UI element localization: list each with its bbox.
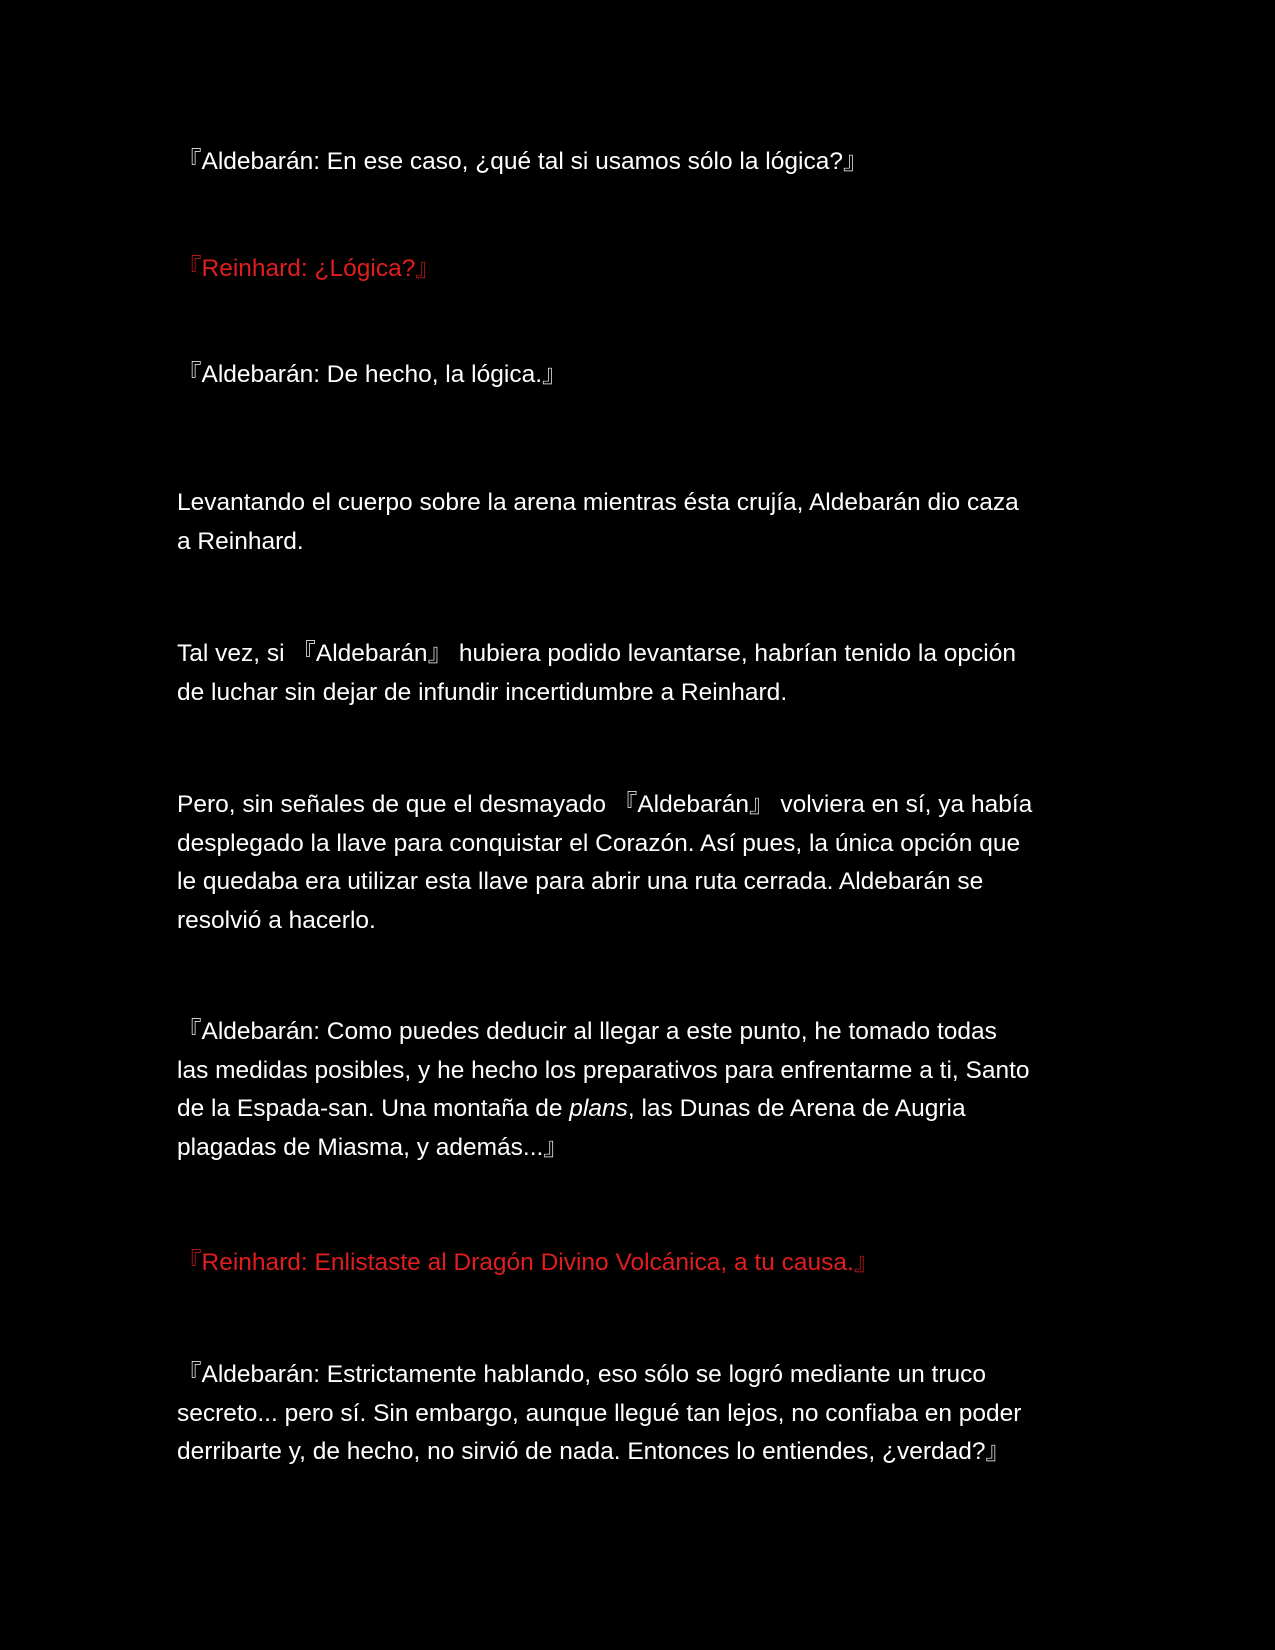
text-line: 『Reinhard: Enlistaste al Dragón Divino Volcánica, a tu causa.』 [177,1249,879,1276]
text-line: de luchar sin dejar de infundir incertidumbre a Reinhard. [177,678,788,706]
narration-paragraph-1 [177,484,1107,561]
text-line: Levantando el cuerpo sobre la arena mientras ésta crujía, Aldebarán dio caza [177,489,1019,516]
text-line: 『Aldebarán: Como puedes deducir al llegar a este punto, he tomado todas [177,1018,997,1045]
dialogue-aldebaran-2 [177,356,1107,395]
text-segment: , las Dunas de Arena de Augria [627,1095,966,1122]
text-line: Tal vez, si 『Aldebarán』 hubiera podido levantarse, habrían tenido la opción [177,640,1016,667]
text-line: le quedaba era utilizar esta llave para abrir una ruta cerrada. Aldebarán se [177,868,984,895]
italic-word: plans [569,1095,628,1122]
text-line: 『Aldebarán: En ese caso, ¿qué tal si usamos sólo la lógica?』 [177,148,868,175]
text-line: resolvió a hacerlo. [177,906,376,934]
narration-paragraph-3 [177,786,1107,940]
text-line: 『Aldebarán: De hecho, la lógica.』 [177,361,567,388]
text-segment: de la Espada-san. Una montaña de [177,1095,570,1122]
dialogue-aldebaran-4 [177,1356,1107,1472]
text-line: desplegado la llave para conquistar el Corazón. Así pues, la única opción que [177,829,1021,857]
text-line: las medidas posibles, y he hecho los preparativos para enfrentarme a ti, Santo [177,1056,1030,1084]
text-line: secreto... pero sí. Sin embargo, aunque llegué tan lejos, no confiaba en poder [177,1399,1022,1427]
dialogue-reinhard-1 [177,250,1107,289]
text-line: 『Reinhard: ¿Lógica?』 [177,255,440,282]
text-line: 『Aldebarán: Estrictamente hablando, eso sólo se logró mediante un truco [177,1361,986,1388]
narration-paragraph-2 [177,635,1107,712]
text-line: derribarte y, de hecho, no sirvió de nada. Entonces lo entiendes, ¿verdad?』 [177,1438,1011,1465]
text-line: a Reinhard. [177,527,304,555]
dialogue-aldebaran-1 [177,143,1107,182]
dialogue-reinhard-2 [177,1244,1107,1283]
text-line: Pero, sin señales de que el desmayado 『Aldebarán』 volviera en sí, ya había [177,791,1033,818]
text-line: plagadas de Miasma, y además...』 [177,1133,568,1161]
text-line-mixed [177,1090,1107,1129]
dialogue-aldebaran-3 [177,1013,1107,1167]
